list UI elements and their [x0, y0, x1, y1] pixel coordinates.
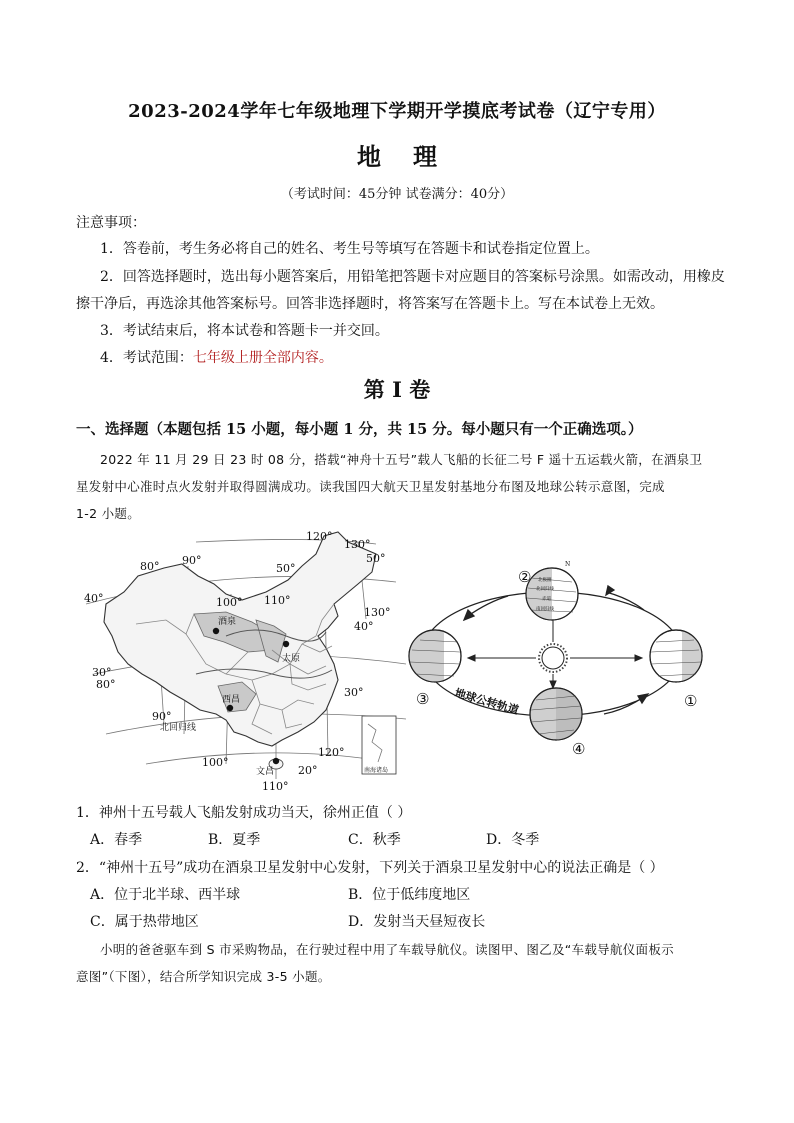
subject-char-2: 理	[413, 142, 437, 171]
q1-option-b: B．夏季	[208, 832, 261, 848]
q2-option-a: A．位于北半球、西半球	[90, 887, 241, 903]
intro1-line-2: 星发射中心准时点火发射并取得圆满成功。读我国四大航天卫星发射基地分布图及地球公转示意图，完成	[76, 479, 665, 494]
note-item-3: 3．考试结束后，将本试卷和答题卡一并交回。	[100, 323, 389, 339]
inset-label: 南海诸岛	[364, 767, 389, 774]
note-item-4	[100, 347, 333, 367]
lon-label-110-bottom: 110°	[262, 780, 289, 790]
lon-label-120-bottom: 120°	[318, 746, 345, 759]
q2-option-b: B．位于低纬度地区	[348, 887, 471, 903]
lon-label-80-top: 80°	[140, 560, 160, 573]
lon-label-80-left: 80°	[96, 678, 116, 691]
position-label-4: ④	[572, 740, 586, 758]
place-label-jiuquan: 酒泉	[218, 617, 237, 627]
position-label-2: ②	[518, 568, 532, 586]
q1-option-c: C．秋季	[348, 832, 401, 848]
q2-stem: 2．“神州十五号”成功在酒泉卫星发射中心发射，下列关于酒泉卫星发射中心的说法正确是（ ）	[76, 860, 664, 876]
lat-label-50-left: 50°	[276, 562, 296, 575]
south-china-sea-inset	[362, 716, 396, 774]
place-label-xichang: 西昌	[222, 695, 241, 705]
xichang-site-marker	[227, 705, 233, 711]
section-title: 第 I 卷	[363, 377, 431, 402]
position-label-1: ①	[684, 692, 698, 710]
place-label-wenchang: 文昌	[256, 767, 275, 777]
subject-heading	[0, 137, 794, 172]
note-item-2-line-2: 擦干净后，再选涂其他答案标号。回答非选择题时，将答案写在答题卡上。写在本试卷上无效。	[76, 296, 664, 312]
orbit-arrow	[468, 596, 508, 616]
earth-position-2	[526, 561, 578, 620]
lat-label-30-right: 30°	[344, 686, 364, 699]
earth-position-4	[530, 688, 582, 740]
note-item-4-prefix: 4．考试范围：	[100, 350, 193, 366]
q2-option-d: D．发射当天昼短夜长	[348, 914, 486, 930]
q2-option-c: C．属于热带地区	[90, 914, 199, 930]
note-item-2-line-1: 2．回答选择题时，选出每小题答案后，用铅笔把答题卡对应题目的答案标号涂黑。如需改动，用橡皮	[100, 269, 725, 285]
taiyuan-site-marker	[283, 641, 289, 647]
choice-section-heading: 一、选择题（本题包括 15 小题，每小题 1 分，共 15 分。每小题只有一个正确选项。）	[76, 421, 643, 438]
earth-position-1	[650, 630, 702, 682]
north-pole-label: N	[565, 561, 571, 568]
lon-label-90-top: 90°	[182, 554, 202, 567]
orbit-lat-equator: 赤道	[542, 597, 551, 602]
lon-label-100-top: 100°	[216, 596, 243, 609]
lat-label-40-left: 40°	[84, 592, 104, 605]
position-label-3: ③	[416, 690, 430, 708]
lon-label-90-bottom: 90°	[152, 710, 172, 723]
figure-map-and-orbit	[76, 524, 716, 790]
notes-label: 注意事项：	[76, 215, 146, 231]
china-launch-sites-map	[86, 532, 406, 779]
tropic-label: 北回归线	[160, 723, 197, 733]
place-label-taiyuan: 太原	[282, 654, 301, 664]
exam-scope: 七年级上册全部内容。	[192, 350, 333, 366]
orbit-lat-arctic: 北极圈	[538, 578, 552, 583]
lon-label-100-bottom: 100°	[202, 756, 229, 769]
intro1-line-3: 1-2 小题。	[76, 506, 140, 521]
exam-title: 2023-2024学年七年级地理下学期开学摸底考试卷（辽宁专用）	[128, 101, 666, 122]
q1-option-d: D．冬季	[486, 832, 540, 848]
subject-char-1: 地	[357, 142, 381, 171]
lat-label-50-right: 50°	[366, 552, 386, 565]
lat-label-40-right: 40°	[354, 620, 374, 633]
lat-label-30-left: 30°	[92, 666, 112, 679]
lon-label-110-top: 110°	[264, 594, 291, 607]
q1-stem: 1．神州十五号载人飞船发射成功当天，徐州正值（ ）	[76, 805, 412, 821]
orbit-label: 地球公转轨道	[453, 686, 521, 718]
jiuquan-site-marker	[213, 628, 219, 634]
lat-label-20: 20°	[298, 764, 318, 777]
intro2-line-1: 小明的爸爸驱车到 S 市采购物品，在行驶过程中用了车载导航仪。读图甲、图乙及“车载导航仪面板示	[100, 942, 674, 957]
q1-option-a: A．春季	[90, 832, 143, 848]
exam-info: （考试时间：45分钟 试卷满分：40分）	[280, 187, 514, 202]
orbit-lat-tropic-south: 南回归线	[536, 607, 554, 612]
earth-revolution-diagram	[409, 561, 702, 758]
lon-label-130-right: 130°	[364, 606, 391, 619]
note-item-1: 1．答卷前，考生务必将自己的姓名、考生号等填写在答题卡和试卷指定位置上。	[100, 241, 599, 257]
earth-position-3	[409, 630, 461, 682]
wenchang-site-marker	[273, 758, 279, 764]
intro2-line-2: 意图”（下图），结合所学知识完成 3-5 小题。	[76, 969, 331, 984]
lon-label-120-top: 120°	[306, 530, 333, 543]
orbit-lat-tropic-north: 北回归线	[536, 587, 554, 592]
intro1-line-1: 2022 年 11 月 29 日 23 时 08 分，搭载“神舟十五号”载人飞船的长征二号 F 遥十五运载火箭，在酒泉卫	[100, 452, 703, 467]
lon-label-130-top: 130°	[344, 538, 371, 551]
sun-icon	[539, 644, 567, 672]
